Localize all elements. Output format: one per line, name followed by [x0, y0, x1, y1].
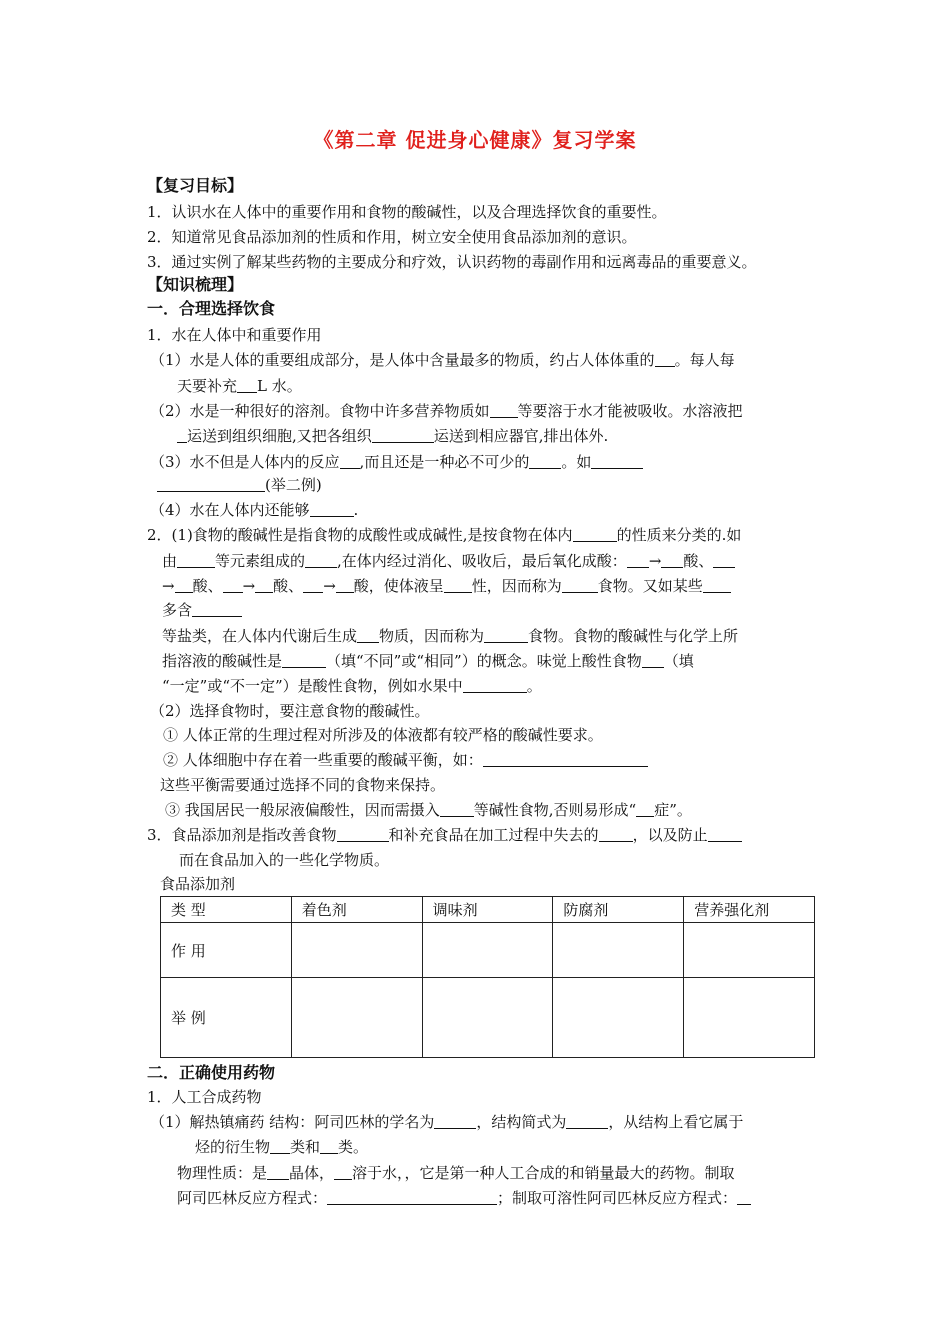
document-title: 《第二章 促进身心健康》复习学案 [313, 128, 637, 152]
acidbase-line-2: 由 等元素组成的 ,在体内经过消化、吸收后，最后氧化成酸： → 酸、 [162, 550, 735, 572]
blank[interactable] [334, 1165, 352, 1180]
drug-line-1: （1）解热镇痛药 结构：阿司匹林的学名为 ，结构简式为 ，从结构上看它属于 [150, 1113, 744, 1131]
blank[interactable] [713, 553, 735, 568]
blank[interactable] [267, 1165, 289, 1180]
blank[interactable] [440, 802, 474, 817]
blank[interactable] [372, 428, 434, 443]
drug-line-4: 阿司匹林反应方程式： ；制取可溶性阿司匹林反应方程式： [177, 1187, 751, 1209]
water-line-1: （1）水是人体的重要组成部分，是人体中含量最多的物质，约占人体体重的 。每人每 [150, 351, 735, 369]
select-line-5: ③ 我国居民一般尿液偏酸性，因而需摄入 等碱性食物,否则易形成“ 症”。 [165, 801, 692, 819]
blank[interactable] [282, 653, 326, 668]
drug-line-3: 物理性质：是 晶体， 溶于水，，它是第一种人工合成的和销量最大的药物。制取 [177, 1164, 735, 1182]
table-cell[interactable] [422, 923, 553, 978]
additive-line-1: 3．食品添加剂是指改善食物 和补充食品在加工过程中失去的 ，以及防止 [147, 824, 742, 846]
blank[interactable] [305, 553, 337, 568]
blank[interactable] [737, 1190, 751, 1205]
water-line-6: (举二例) [157, 474, 322, 496]
review-heading: 【知识梳理】 [147, 275, 244, 294]
drug-title: 1．人工合成药物 [147, 1088, 262, 1106]
blank[interactable] [336, 578, 354, 593]
water-line-5: （3）水不但是人体内的反应 ,而且还是一种必不可少的 。如 [150, 451, 643, 473]
table-header-cell: 营养强化剂 [684, 897, 815, 923]
acidbase-line-6: 指溶液的酸碱性是 （填“不同”或“相同”）的概念。味觉上酸性食物 （填 [162, 652, 694, 670]
drug-line-2: 烃的衍生物 类和 类。 [195, 1138, 369, 1156]
table-cell[interactable] [553, 923, 684, 978]
blank[interactable] [327, 1190, 497, 1205]
section-1-heading: 一．合理选择饮食 [147, 299, 276, 318]
blank[interactable] [627, 553, 649, 568]
blank[interactable] [529, 454, 561, 469]
goals-heading: 【复习目标】 [147, 176, 244, 195]
blank[interactable] [255, 578, 273, 593]
blank[interactable] [703, 578, 731, 593]
blank[interactable] [599, 827, 633, 842]
blank[interactable] [661, 553, 683, 568]
goal-item-2: 2．知道常见食品添加剂的性质和作用，树立安全使用食品添加剂的意识。 [147, 228, 637, 246]
additive-table [160, 896, 815, 1058]
acidbase-line-7: “一定”或“不一定”）是酸性食物，例如水果中 。 [162, 677, 542, 695]
table-caption: 食品添加剂 [160, 875, 236, 893]
table-row-label: 举 例 [161, 978, 292, 1058]
blank[interactable] [237, 378, 257, 393]
table-cell[interactable] [553, 978, 684, 1058]
blank[interactable] [310, 502, 354, 517]
water-line-7: （4）水在人体内还能够 . [150, 501, 359, 519]
table-cell[interactable] [684, 923, 815, 978]
blank[interactable] [157, 477, 265, 492]
table-header-cell: 着色剂 [291, 897, 422, 923]
blank[interactable] [177, 428, 187, 443]
blank[interactable] [655, 352, 675, 367]
table-header-cell: 调味剂 [422, 897, 553, 923]
blank[interactable] [320, 1139, 338, 1154]
select-line-1: （2）选择食物时，要注意食物的酸碱性。 [150, 702, 430, 720]
blank[interactable] [636, 802, 654, 817]
water-line-4: 运送到组织细胞,又把各组织 运送到相应器官,排出体外. [177, 425, 608, 447]
blank[interactable] [444, 578, 472, 593]
blank[interactable] [591, 454, 643, 469]
water-line-2: 天要补充 L 水。 [177, 377, 302, 395]
acidbase-line-1: 2．(1)食物的酸碱性是指食物的成酸性或成碱性,是按食物在体内 的性质来分类的.如 [147, 526, 742, 544]
table-cell[interactable] [291, 923, 422, 978]
table-row-label: 作 用 [161, 923, 292, 978]
blank[interactable] [483, 752, 648, 767]
blank[interactable] [463, 678, 527, 693]
blank[interactable] [340, 454, 360, 469]
blank[interactable] [270, 1139, 290, 1154]
table-header-cell: 类 型 [161, 897, 292, 923]
table-header-row [161, 897, 815, 923]
blank[interactable] [573, 527, 617, 542]
blank[interactable] [223, 578, 243, 593]
select-line-3: ② 人体细胞中存在着一些重要的酸碱平衡，如： [163, 749, 648, 771]
blank[interactable] [177, 553, 215, 568]
acidbase-line-4: 多含 [162, 599, 242, 621]
table-header-cell: 防腐剂 [553, 897, 684, 923]
table-cell[interactable] [422, 978, 553, 1058]
acidbase-line-3: → 酸、 → 酸、 → 酸，使体液呈 性，因而称为 食物。又如某些 [162, 575, 731, 597]
select-line-4: 这些平衡需要通过选择不同的食物来保持。 [160, 776, 446, 794]
table-cell[interactable] [291, 978, 422, 1058]
blank[interactable] [357, 628, 379, 643]
blank[interactable] [490, 403, 518, 418]
blank[interactable] [192, 602, 242, 617]
blank[interactable] [303, 578, 323, 593]
water-line-3: （2）水是一种很好的溶剂。食物中许多营养物质如 等要溶于水才能被吸收。水溶液把 [150, 402, 743, 420]
blank[interactable] [566, 1114, 608, 1129]
blank[interactable] [484, 628, 528, 643]
blank[interactable] [708, 827, 742, 842]
table-row [161, 923, 815, 978]
blank[interactable] [642, 653, 664, 668]
additive-line-2: 而在食品加入的一些化学物质。 [179, 851, 390, 869]
section-2-heading: 二．正确使用药物 [147, 1063, 276, 1082]
acidbase-line-5: 等盐类，在人体内代谢后生成 物质，因而称为 食物。食物的酸碱性与化学上所 [162, 627, 739, 645]
blank[interactable] [337, 827, 389, 842]
water-title: 1．水在人体中和重要作用 [147, 326, 322, 344]
table-cell[interactable] [684, 978, 815, 1058]
select-line-2: ① 人体正常的生理过程对所涉及的体液都有较严格的酸碱性要求。 [163, 726, 603, 744]
table-row [161, 978, 815, 1058]
blank[interactable] [562, 578, 598, 593]
blank[interactable] [175, 578, 193, 593]
blank[interactable] [434, 1114, 476, 1129]
goal-item-3: 3．通过实例了解某些药物的主要成分和疗效，认识药物的毒副作用和远离毒品的重要意义。 [147, 253, 757, 271]
goal-item-1: 1．认识水在人体中的重要作用和食物的酸碱性，以及合理选择饮食的重要性。 [147, 203, 667, 221]
